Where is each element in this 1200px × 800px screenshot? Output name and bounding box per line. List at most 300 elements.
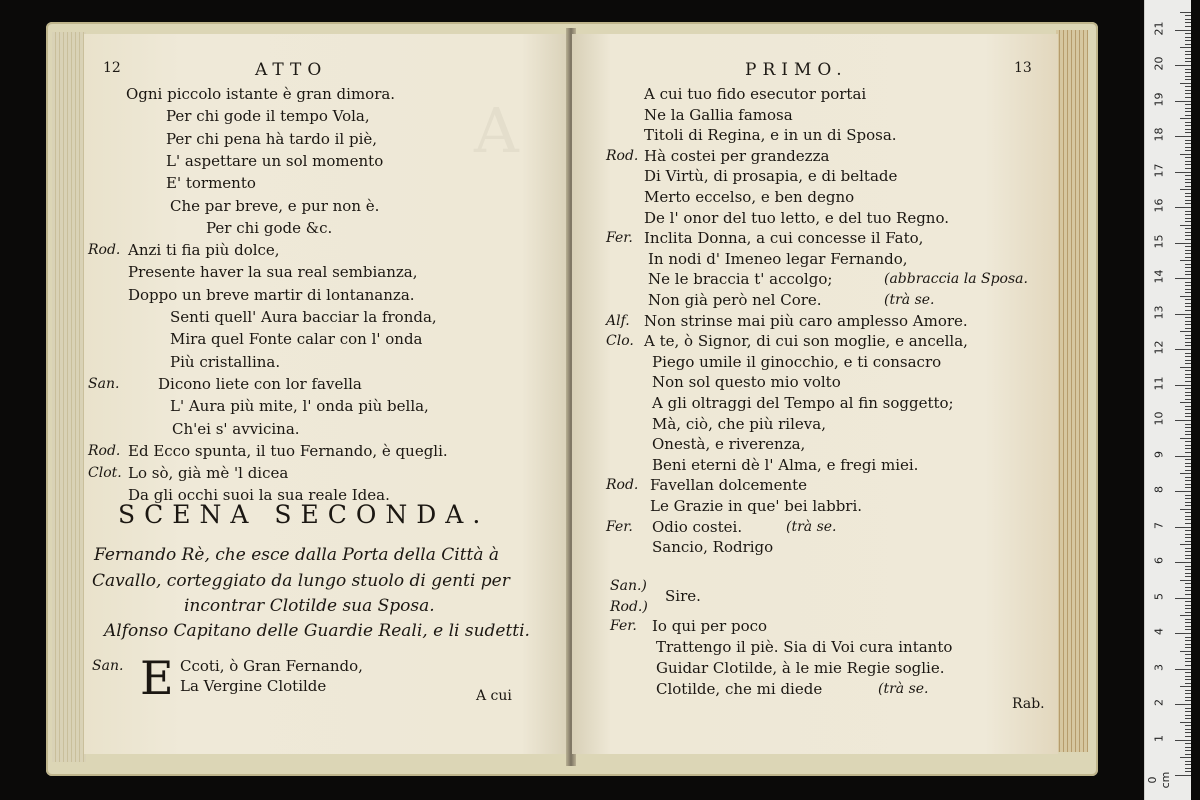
speaker-label: San.) <box>610 578 647 594</box>
ruler-tick <box>1185 246 1191 247</box>
ruler-tick <box>1185 761 1191 762</box>
ruler-tick <box>1185 459 1191 460</box>
ruler-tick <box>1185 360 1191 361</box>
ruler-tick <box>1185 700 1191 701</box>
ruler-tick <box>1185 750 1191 751</box>
verse-line: L' Aura più mite, l' onda più bella, <box>170 397 429 416</box>
ruler-tick <box>1185 69 1191 70</box>
ruler-tick <box>1185 523 1191 524</box>
ruler-tick <box>1185 541 1191 542</box>
ruler-tick <box>1185 516 1191 517</box>
ruler-tick <box>1180 651 1191 652</box>
speaker-label: Rod. <box>606 477 639 494</box>
ruler-tick <box>1185 576 1191 577</box>
ruler-tick <box>1185 51 1191 52</box>
verse-line: Non strinse mai più caro amplesso Amore. <box>644 311 968 330</box>
ruler-tick <box>1185 72 1191 73</box>
ruler-tick <box>1185 292 1191 293</box>
ruler-tick <box>1185 129 1191 130</box>
ruler-tick <box>1185 764 1191 765</box>
ruler-tick <box>1185 324 1191 325</box>
ruler-label: 13 <box>1152 305 1166 319</box>
ruler-tick <box>1185 534 1191 535</box>
ruler-label: 20 <box>1152 56 1166 71</box>
ruler-tick <box>1185 672 1191 673</box>
verse-line: Per chi gode &c. <box>206 218 333 237</box>
ruler-tick <box>1185 374 1191 375</box>
ruler-tick <box>1185 22 1191 23</box>
verse-line: Doppo un breve martir di lontananza. <box>128 285 415 304</box>
ruler-label: 17 <box>1152 163 1166 177</box>
ruler-tick <box>1185 413 1191 414</box>
verse-line: A cui tuo fido esecutor portai <box>644 85 867 103</box>
ruler-tick <box>1185 196 1191 197</box>
ruler-tick <box>1185 697 1191 698</box>
speaker-label: Fer. <box>610 618 637 634</box>
ruler-tick <box>1185 537 1191 538</box>
ruler-tick <box>1185 484 1191 485</box>
ruler-tick <box>1185 211 1191 212</box>
ruler-tick <box>1180 47 1191 48</box>
ruler-tick <box>1180 367 1191 368</box>
ruler-tick <box>1185 342 1191 343</box>
ruler-tick <box>1185 743 1191 744</box>
verse-line: Le Grazie in que' bei labbri. <box>650 497 863 515</box>
ruler-tick <box>1185 569 1191 570</box>
verse-line: A te, ò Signor, di cui son moglie, e ancella, <box>644 332 968 351</box>
ruler-tick <box>1185 399 1191 400</box>
ruler-tick <box>1185 90 1191 91</box>
ruler-tick <box>1185 132 1191 133</box>
ruler-tick <box>1185 445 1191 446</box>
verse-line: Trattengo il piè. Sia di Voi cura intanto <box>656 638 953 656</box>
ruler-tick <box>1185 768 1191 769</box>
ruler-tick <box>1175 740 1191 741</box>
stage-direction: (trà se. <box>786 518 837 535</box>
ruler-tick <box>1175 65 1191 66</box>
ruler-tick <box>1185 356 1191 357</box>
ruler-tick <box>1185 583 1191 584</box>
ruler-tick <box>1185 93 1191 94</box>
ruler-tick <box>1185 601 1191 602</box>
verse-line: Onestà, e riverenza, <box>652 435 806 454</box>
ruler-tick <box>1185 498 1191 499</box>
verse-line: La Vergine Clotilde <box>180 677 327 695</box>
ruler-label: 16 <box>1152 198 1166 213</box>
ruler-label: 4 <box>1152 628 1166 635</box>
ruler-tick <box>1185 111 1191 112</box>
verse-line: Più cristallina. <box>170 352 281 371</box>
scene-description-line: incontrar Clotilde sua Sposa. <box>184 596 435 616</box>
ruler-tick <box>1185 168 1191 169</box>
verse-line: Hà costei per grandezza <box>644 146 830 165</box>
ruler-tick <box>1185 654 1191 655</box>
ruler-tick <box>1180 473 1191 474</box>
ruler-tick <box>1185 558 1191 559</box>
ruler-tick <box>1185 409 1191 410</box>
ruler-tick <box>1185 771 1191 772</box>
ruler-tick <box>1185 122 1191 123</box>
speaker-label: Rod. <box>88 242 121 259</box>
ruler-tick <box>1175 491 1191 492</box>
verse-line: Lo sò, già mè 'l dicea <box>128 464 289 483</box>
ruler-tick <box>1185 381 1191 382</box>
ruler-tick <box>1185 104 1191 105</box>
speaker-label: Clot. <box>88 465 122 482</box>
ruler-tick <box>1185 392 1191 393</box>
ruler-tick <box>1185 626 1191 627</box>
verse-line: Ogni piccolo istante è gran dimora. <box>126 85 396 103</box>
verse-line: Non sol questo mio volto <box>652 373 841 392</box>
verse-line: Presente haver la sua real sembianza, <box>128 263 418 282</box>
ruler-tick <box>1185 477 1191 478</box>
ruler-tick <box>1185 115 1191 116</box>
ruler-tick <box>1175 172 1191 173</box>
ruler-tick <box>1185 395 1191 396</box>
speaker-label: Fer. <box>606 230 633 247</box>
verse-line: Favellan dolcemente <box>650 476 808 495</box>
ruler-label: 6 <box>1152 557 1166 564</box>
ruler-tick <box>1175 30 1191 31</box>
ruler-tick <box>1175 633 1191 634</box>
ruler-tick <box>1185 264 1191 265</box>
ruler-tick <box>1185 640 1191 641</box>
ruler-tick <box>1185 239 1191 240</box>
ruler-label: 3 <box>1152 663 1166 671</box>
ruler-tick <box>1185 257 1191 258</box>
ruler-tick <box>1185 271 1191 272</box>
ruler-tick <box>1175 704 1191 705</box>
scene-description-line: Cavallo, corteggiato da lungo stuolo di genti per <box>92 571 510 591</box>
ruler-tick <box>1185 143 1191 144</box>
verse-line: Senti quell' Aura bacciar la fronda, <box>170 308 437 326</box>
ruler-tick <box>1185 463 1191 464</box>
ruler-tick <box>1185 708 1191 709</box>
ruler-tick <box>1185 157 1191 158</box>
ruler-tick <box>1185 335 1191 336</box>
ruler-tick <box>1175 456 1191 457</box>
drop-cap: E <box>140 651 174 705</box>
scene-heading: SCENA SECONDA. <box>118 500 490 529</box>
ruler-tick <box>1180 544 1191 545</box>
ruler-tick <box>1185 505 1191 506</box>
ruler-tick <box>1185 108 1191 109</box>
ruler-tick <box>1185 608 1191 609</box>
ruler-tick <box>1185 150 1191 151</box>
verse-line: A gli oltraggi del Tempo al fin soggetto; <box>652 394 954 412</box>
verse-line: Piego umile il ginocchio, e ti consacro <box>652 352 942 371</box>
ruler-label: 12 <box>1152 340 1166 355</box>
ruler-tick <box>1185 754 1191 755</box>
ruler-tick <box>1185 718 1191 719</box>
verse-line: Clotilde, che mi diede <box>656 680 823 698</box>
ruler-tick <box>1180 757 1191 758</box>
stage-direction: (trà se. <box>878 681 929 697</box>
ruler-label: 0 cm <box>1146 771 1172 789</box>
ruler-tick <box>1185 622 1191 623</box>
ruler-tick <box>1185 693 1191 694</box>
ruler-label: 5 <box>1152 592 1166 600</box>
verse-line: De l' onor del tuo letto, e del tuo Regno. <box>644 208 949 227</box>
right-running-head: PRIMO. <box>745 60 848 80</box>
ruler-tick <box>1185 647 1191 648</box>
ruler-tick <box>1180 296 1191 297</box>
ruler-tick <box>1185 58 1191 59</box>
ruler-tick <box>1185 512 1191 513</box>
speaker-label: Rod.) <box>610 599 648 615</box>
verse-line: Guidar Clotilde, à le mie Regie soglie. <box>656 659 945 677</box>
ruler-tick <box>1185 637 1191 638</box>
ruler-tick <box>1180 118 1191 119</box>
ruler-tick <box>1175 207 1191 208</box>
ruler-tick <box>1175 101 1191 102</box>
ruler-tick <box>1185 370 1191 371</box>
ruler-tick <box>1175 278 1191 279</box>
scene-description-line: Alfonso Capitano delle Guardie Reali, e li sudetti. <box>104 621 530 641</box>
ruler-tick <box>1180 260 1191 261</box>
ruler-tick <box>1175 243 1191 244</box>
ruler-tick <box>1185 729 1191 730</box>
verse-line: Ne la Gallia famosa <box>644 105 793 124</box>
ruler-tick <box>1185 629 1191 630</box>
ruler-tick <box>1185 555 1191 556</box>
ruler-tick <box>1185 44 1191 45</box>
ruler-tick <box>1185 19 1191 20</box>
ruler-tick <box>1185 711 1191 712</box>
verse-line: Titoli di Regina, e in un di Sposa. <box>644 126 897 145</box>
verse-line: Mà, ciò, che più rileva, <box>652 414 826 433</box>
ruler-tick <box>1185 470 1191 471</box>
verse-line: Beni eterni dè l' Alma, e fregi miei. <box>652 455 919 474</box>
verse-line: Io qui per poco <box>652 617 768 635</box>
verse-line: Anzi ti fia più dolce, <box>128 241 280 260</box>
ruler-tick <box>1185 495 1191 496</box>
ruler-tick <box>1185 203 1191 204</box>
ruler-tick <box>1185 530 1191 531</box>
ruler-tick <box>1180 615 1191 616</box>
ruler-tick <box>1185 164 1191 165</box>
ruler-tick <box>1185 590 1191 591</box>
ruler-tick <box>1185 679 1191 680</box>
ruler-label: 15 <box>1152 234 1166 248</box>
ruler-label: 9 <box>1152 450 1166 458</box>
ruler-label: 18 <box>1152 127 1166 142</box>
ruler-tick <box>1185 480 1191 481</box>
verse-line: Ed Ecco spunta, il tuo Fernando, è quegli. <box>128 441 448 460</box>
ruler-label: 7 <box>1152 521 1166 529</box>
verse-line: Sire. <box>665 587 701 605</box>
speaker-label: Rod. <box>606 147 639 164</box>
ruler-tick <box>1180 438 1191 439</box>
ruler-tick <box>1185 566 1191 567</box>
ruler-tick <box>1185 182 1191 183</box>
verse-line: Sancio, Rodrigo <box>652 538 774 557</box>
ruler-tick <box>1180 331 1191 332</box>
ruler-tick <box>1175 349 1191 350</box>
verse-line: L' aspettare un sol momento <box>166 151 384 170</box>
ruler-tick <box>1175 385 1191 386</box>
ruler-tick <box>1185 86 1191 87</box>
ruler-tick <box>1185 725 1191 726</box>
ruler-tick <box>1185 76 1191 77</box>
ruler-tick <box>1185 221 1191 222</box>
ruler-label: 14 <box>1152 269 1166 284</box>
speaker-label: Clo. <box>606 333 634 350</box>
ruler-tick <box>1185 250 1191 251</box>
verse-line: Dicono liete con lor favella <box>158 374 362 393</box>
ruler-tick <box>1175 136 1191 137</box>
ruler-tick <box>1185 448 1191 449</box>
ruler-tick <box>1185 328 1191 329</box>
ruler-tick <box>1175 669 1191 670</box>
ruler-tick <box>1185 452 1191 453</box>
ruler-label: 10 <box>1152 411 1166 426</box>
ruler-tick <box>1185 502 1191 503</box>
speaker-label: San. <box>88 375 120 392</box>
ruler-tick <box>1185 487 1191 488</box>
ruler-tick <box>1175 775 1191 776</box>
ruler-tick <box>1185 179 1191 180</box>
verse-line: Ch'ei s' avvicina. <box>172 419 300 438</box>
ruler-tick <box>1175 562 1191 563</box>
speaker-label: Fer. <box>606 518 633 535</box>
ruler-tick <box>1180 580 1191 581</box>
speaker-label: Rod. <box>88 442 121 459</box>
verse-line: Da gli occhi suoi la sua reale Idea. <box>128 486 390 505</box>
ruler-tick <box>1185 303 1191 304</box>
ruler-tick <box>1185 147 1191 148</box>
ruler-tick <box>1185 285 1191 286</box>
ruler-tick <box>1185 732 1191 733</box>
ruler-tick <box>1185 416 1191 417</box>
ruler-tick <box>1185 15 1191 16</box>
ruler-tick <box>1180 189 1191 190</box>
ruler-label: 11 <box>1152 376 1166 390</box>
ruler-tick <box>1185 40 1191 41</box>
ruler-tick <box>1185 551 1191 552</box>
verse-line: Inclita Donna, a cui concesse il Fato, <box>644 229 924 248</box>
scene-description-line: Fernando Rè, che esce dalla Porta della Città à <box>94 545 500 565</box>
left-page-number: 12 <box>103 60 121 76</box>
ruler-tick <box>1185 186 1191 187</box>
ruler-tick <box>1185 619 1191 620</box>
bleed-through: A <box>474 94 529 167</box>
ruler-tick <box>1180 686 1191 687</box>
stage-direction: (abbraccia la Sposa. <box>884 271 1028 288</box>
catchword: Rab. <box>1012 696 1045 712</box>
ruler-tick <box>1185 299 1191 300</box>
ruler-tick <box>1175 314 1191 315</box>
verse-line: Che par breve, e pur non è. <box>170 196 380 215</box>
ruler-tick <box>1185 683 1191 684</box>
ruler-tick <box>1185 377 1191 378</box>
ruler-tick <box>1185 441 1191 442</box>
ruler-tick <box>1185 54 1191 55</box>
ruler-tick <box>1185 388 1191 389</box>
verse-line: Ne le braccia t' accolgo; <box>648 270 833 289</box>
ruler-tick <box>1185 26 1191 27</box>
ruler-tick <box>1185 161 1191 162</box>
ruler-tick <box>1185 267 1191 268</box>
ruler-tick <box>1185 235 1191 236</box>
ruler-label: 2 <box>1152 699 1166 706</box>
ruler-tick <box>1175 420 1191 421</box>
ruler-tick <box>1185 310 1191 311</box>
catchword: A cui <box>476 688 512 704</box>
ruler-tick <box>1185 519 1191 520</box>
verse-line: Mira quel Fonte calar con l' onda <box>170 330 423 349</box>
ruler-tick <box>1175 527 1191 528</box>
ruler-tick <box>1180 83 1191 84</box>
ruler-label: 8 <box>1152 486 1166 493</box>
ruler-tick <box>1185 363 1191 364</box>
ruler-tick <box>1180 722 1191 723</box>
ruler-tick <box>1185 736 1191 737</box>
ruler-tick <box>1185 218 1191 219</box>
left-running-head: ATTO <box>255 60 328 80</box>
speaker-label: Alf. <box>606 312 630 329</box>
ruler-tick <box>1185 125 1191 126</box>
measurement-ruler <box>1144 0 1191 800</box>
ruler-tick <box>1185 434 1191 435</box>
verse-line: Odio costei. <box>652 517 743 536</box>
ruler-tick <box>1180 225 1191 226</box>
ruler-tick <box>1185 37 1191 38</box>
ruler-tick <box>1185 175 1191 176</box>
ruler-tick <box>1185 306 1191 307</box>
ruler-tick <box>1185 424 1191 425</box>
right-page-number: 13 <box>1014 60 1032 76</box>
ruler-tick <box>1185 317 1191 318</box>
ruler-tick <box>1185 214 1191 215</box>
ruler-tick <box>1185 573 1191 574</box>
ruler-label: 1 <box>1152 734 1166 742</box>
ruler-tick <box>1185 274 1191 275</box>
ruler-tick <box>1185 676 1191 677</box>
ruler-tick <box>1185 345 1191 346</box>
ruler-tick <box>1185 338 1191 339</box>
ruler-tick <box>1185 193 1191 194</box>
left-page-edges <box>52 32 86 762</box>
ruler-tick <box>1185 612 1191 613</box>
ruler-tick <box>1185 658 1191 659</box>
ruler-tick <box>1185 466 1191 467</box>
ruler-tick <box>1185 140 1191 141</box>
ruler-tick <box>1185 228 1191 229</box>
ruler-tick <box>1185 321 1191 322</box>
ruler-tick <box>1180 12 1191 13</box>
speaker-label: San. <box>92 658 124 674</box>
ruler-tick <box>1185 605 1191 606</box>
ruler-tick <box>1185 232 1191 233</box>
ruler-tick <box>1180 402 1191 403</box>
ruler-tick <box>1180 509 1191 510</box>
ruler-tick <box>1185 587 1191 588</box>
ruler-tick <box>1185 253 1191 254</box>
ruler-tick <box>1185 644 1191 645</box>
ruler-tick <box>1185 353 1191 354</box>
ruler-tick <box>1185 661 1191 662</box>
ruler-tick <box>1185 431 1191 432</box>
ruler-tick <box>1185 594 1191 595</box>
ruler-tick <box>1185 289 1191 290</box>
stage-direction: (trà se. <box>884 292 935 308</box>
ruler-tick <box>1185 282 1191 283</box>
ruler-tick <box>1185 665 1191 666</box>
ruler-label: 21 <box>1152 21 1166 35</box>
ruler-tick <box>1185 548 1191 549</box>
ruler-tick <box>1185 97 1191 98</box>
